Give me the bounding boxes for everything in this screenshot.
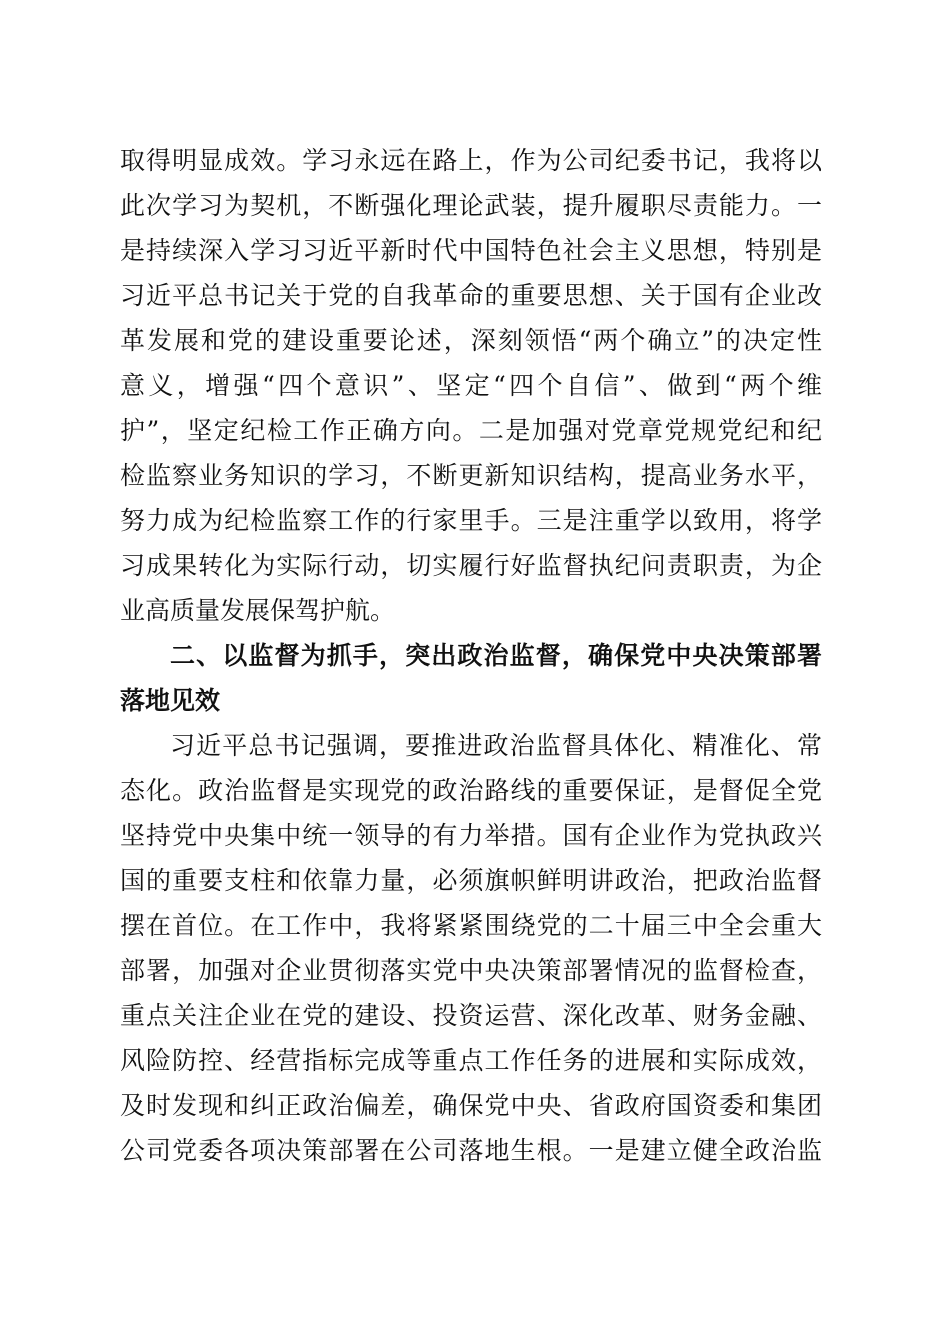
- text-line: 习近平总书记关于党的自我革命的重要思想、关于国有企业改: [120, 281, 822, 310]
- text-line: 风险防控、经营指标完成等重点工作任务的进展和实际成效，: [120, 1046, 822, 1075]
- text-line: 业高质量发展保驾护航。: [120, 596, 396, 625]
- text-line: 部署，加强对企业贯彻落实党中央决策部署情况的监督检查，: [120, 956, 822, 985]
- text-line: 坚持党中央集中统一领导的有力举措。国有企业作为党执政兴: [120, 821, 822, 850]
- text-line: 努力成为纪检监察工作的行家里手。三是注重学以致用，将学: [120, 506, 822, 535]
- text-line: 取得明显成效。学习永远在路上，作为公司纪委书记，我将以: [120, 146, 822, 175]
- text-line: 习成果转化为实际行动，切实履行好监督执纪问责职责，为企: [120, 551, 822, 580]
- text-line: 态化。政治监督是实现党的政治路线的重要保证，是督促全党: [120, 776, 822, 805]
- text-line: 习近平总书记强调，要推进政治监督具体化、精准化、常: [170, 731, 822, 760]
- text-line: 国的重要支柱和依靠力量，必须旗帜鲜明讲政治，把政治监督: [120, 866, 822, 895]
- text-line: 此次学习为契机，不断强化理论武装，提升履职尽责能力。一: [120, 191, 822, 220]
- heading-line: 落地见效: [120, 686, 221, 715]
- text-line: 是持续深入学习习近平新时代中国特色社会主义思想，特别是: [120, 236, 822, 265]
- text-line: 摆在首位。在工作中，我将紧紧围绕党的二十届三中全会重大: [120, 911, 822, 940]
- text-line: 护”，坚定纪检工作正确方向。二是加强对党章党规党纪和纪: [120, 416, 822, 445]
- text-line: 意义，增强“四个意识”、坚定“四个自信”、做到“两个维: [120, 371, 822, 400]
- heading-line: 二、以监督为抓手，突出政治监督，确保党中央决策部署: [170, 641, 822, 670]
- text-line: 重点关注企业在党的建设、投资运营、深化改革、财务金融、: [120, 1001, 822, 1030]
- text-line: 及时发现和纠正政治偏差，确保党中央、省政府国资委和集团: [120, 1091, 822, 1120]
- text-line: 公司党委各项决策部署在公司落地生根。一是建立健全政治监: [120, 1136, 822, 1165]
- text-line: 检监察业务知识的学习，不断更新知识结构，提高业务水平，: [120, 461, 822, 490]
- text-line: 革发展和党的建设重要论述，深刻领悟“两个确立”的决定性: [120, 326, 822, 355]
